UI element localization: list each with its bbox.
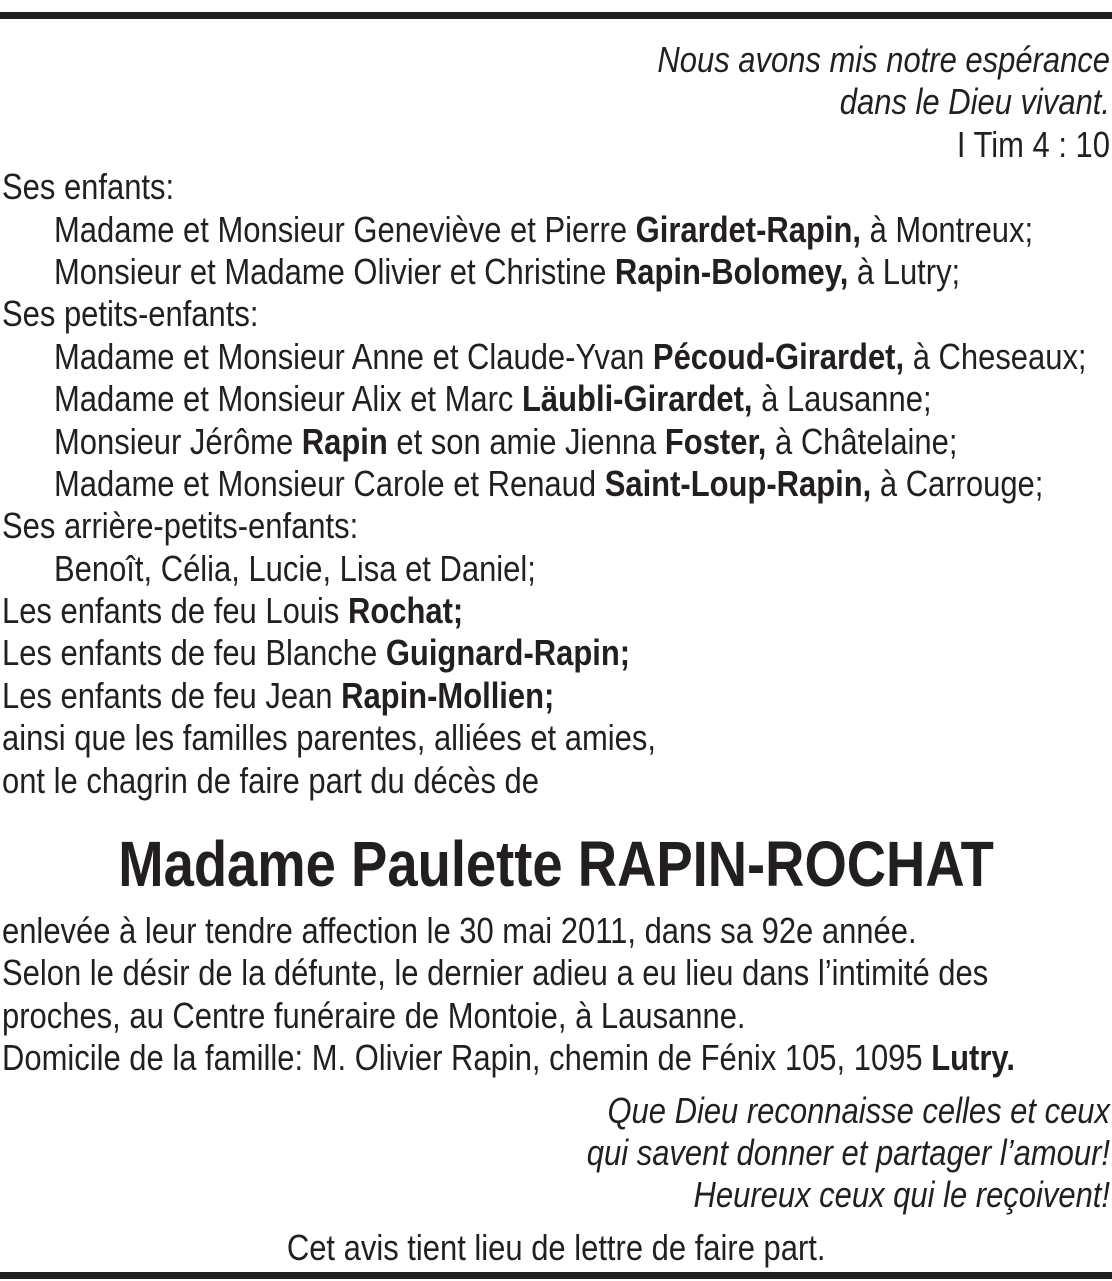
grandchild-entry: Madame et Monsieur Alix et Marc Läubli-Girardet, à Lausanne;	[54, 378, 932, 420]
top-rule	[0, 12, 1112, 19]
epigraph-reference: I Tim 4 : 10	[956, 123, 1110, 165]
closing-verse-line-3: Heureux ceux qui le reçoivent!	[693, 1174, 1110, 1216]
obituary-notice	[2, 39, 1110, 1269]
child-entry: Madame et Monsieur Geneviève et Pierre Girardet-Rapin, à Montreux;	[54, 208, 1034, 250]
grandchild-entry: Madame et Monsieur Anne et Claude-Yvan Pécoud-Girardet, à Cheseaux;	[54, 335, 1087, 377]
grandchild-entry: Madame et Monsieur Carole et Renaud Saint-Loup-Rapin, à Carrouge;	[54, 462, 1044, 504]
children-heading: Ses enfants:	[2, 166, 175, 208]
details-line-1: enlevée à leur tendre affection le 30 mai 2011, dans sa 92e année.	[2, 910, 917, 952]
other-family-entry: Les enfants de feu Jean Rapin-Mollien;	[2, 674, 555, 716]
child-entry: Monsieur et Madame Olivier et Christine Rapin-Bolomey, à Lutry;	[54, 250, 961, 292]
grandchild-entry: Monsieur Jérôme Rapin et son amie Jienna Foster, à Châtelaine;	[54, 420, 958, 462]
great-grandchildren-names: Benoît, Célia, Lucie, Lisa et Daniel;	[54, 547, 536, 589]
grandchildren-heading: Ses petits-enfants:	[2, 293, 259, 335]
closing-verse-line-1: Que Dieu reconnaisse celles et ceux	[607, 1089, 1110, 1131]
deceased-name: Madame Paulette RAPIN-ROCHAT	[118, 828, 994, 901]
epigraph-line-1: Nous avons mis notre espérance	[657, 39, 1110, 80]
details-line-2: Selon le désir de la défunte, le dernier adieu a eu lieu dans l’intimité des	[2, 952, 989, 994]
bottom-rule	[0, 1272, 1112, 1279]
other-family-entry: Les enfants de feu Blanche Guignard-Rapin;	[2, 632, 631, 674]
domicile-line: Domicile de la famille: M. Olivier Rapin, chemin de Fénix 105, 1095 Lutry.	[2, 1037, 1015, 1079]
notice-line: Cet avis tient lieu de lettre de faire part.	[286, 1226, 826, 1268]
details-line-3: proches, au Centre funéraire de Montoie, à Lausanne.	[2, 994, 746, 1036]
epigraph-line-2: dans le Dieu vivant.	[839, 81, 1110, 123]
other-family-entry: Les enfants de feu Louis Rochat;	[2, 590, 464, 632]
great-grandchildren-heading: Ses arrière-petits-enfants:	[2, 505, 359, 547]
announcement-line: ont le chagrin de faire part du décès de	[2, 759, 540, 801]
families-line: ainsi que les familles parentes, alliées et amies,	[2, 717, 656, 759]
closing-verse-line-2: qui savent donner et partager l’amour!	[586, 1131, 1110, 1173]
